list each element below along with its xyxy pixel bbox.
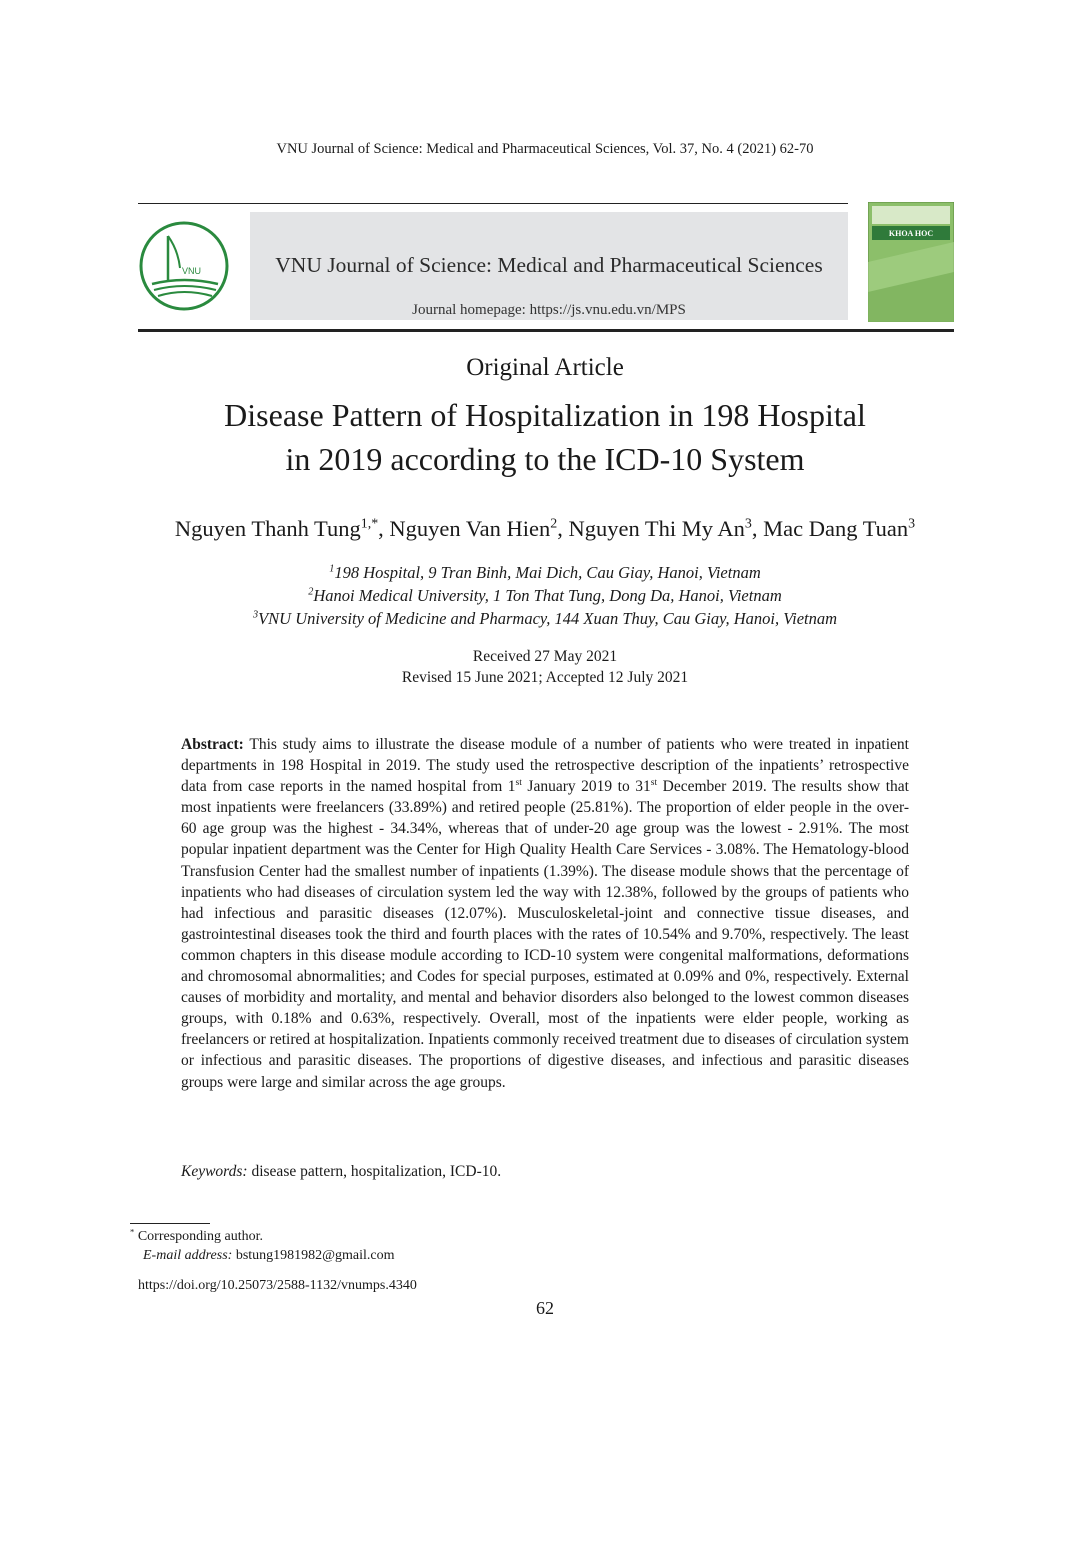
affiliation-mark: 2: [308, 586, 314, 598]
author-affiliation-mark: 2: [550, 516, 558, 532]
affiliation: [100, 607, 990, 630]
footnote-email: [143, 1248, 395, 1264]
title-line-1: Disease Pattern of Hospitalization in 198 Hospital: [224, 397, 866, 433]
author-separator: ,: [378, 516, 390, 541]
author-name: Nguyen Thanh Tung: [174, 516, 361, 541]
author-name: Nguyen Van Hien: [389, 516, 551, 541]
title-line-2: in 2019 according to the ICD-10 System: [285, 441, 805, 477]
affiliation: [100, 561, 990, 584]
author-list: [100, 516, 990, 542]
banner-homepage: Journal homepage: https://js.vnu.edu.vn/MPS: [412, 302, 686, 318]
abstract-sup: st: [650, 777, 658, 789]
affiliation-list: [100, 561, 990, 630]
revised-accepted-date: Revised 15 June 2021; Accepted 12 July 2021: [401, 669, 689, 686]
top-rule: [138, 203, 848, 204]
author-separator: ,: [751, 516, 764, 541]
footnote-text: Corresponding author.: [134, 1229, 264, 1244]
journal-cover-image: [868, 202, 954, 322]
article-type: Original Article: [466, 354, 624, 381]
page-number: 62: [536, 1298, 554, 1318]
abstract-text: December 2019. The results show that most inpatients were freelancers (33.89%) and retired people (25.81%). The proportion of elder people in the over-60 age group was the highest - 34.34%, whereas that of under-20 age group was the lowest - 2.91%. The most popular inpatient department was the Center for High Quality Health Care Services - 3.08%. The Hematology-blood Transfusion Center had the smallest number of inpatients (1.39%). The disease module shows that the percentage of inpatients who had diseases of circulation system led the way with 12.38%, followed by the groups of patients who had infectious and parasitic diseases (12.07%). Musculoskeletal-joint and connective tissue diseases, and gastrointestinal diseases took the third and fourth places with the rates of 10.54% and 9.70%, respectively. The least common chapters in this disease module according to ICD-10 system were congenital malformations, deformations and chromosomal abnormalities; and Codes for special purposes, estimated at 0.09% and 0%, respectively. External causes of morbidity and mortality, and mental and behavior disorders also belonged to the lowest common diseases groups, with 0.18% and 0.63%, respectively. Overall, most of the inpatients were elder people, working as freelancers or retired at hospitalization. Inpatients commonly received treatment due to diseases of circulation system or infectious and parasitic diseases. The proportions of digestive diseases, and infectious and parasitic diseases groups were large and similar across the age groups.: [181, 778, 909, 1091]
cover-text: KHOA HOC: [888, 229, 934, 238]
keywords-label: Keywords:: [181, 1163, 248, 1180]
affiliation-text: VNU University of Medicine and Pharmacy, 144 Xuan Thuy, Cau Giay, Hanoi, Vietnam: [258, 609, 838, 628]
affiliation-mark: 3: [252, 609, 259, 621]
affiliation-text: 198 Hospital, 9 Tran Binh, Mai Dich, Cau Giay, Hanoi, Vietnam: [334, 563, 761, 582]
affiliation: [100, 584, 990, 607]
author-name: Mac Dang Tuan: [763, 516, 909, 541]
keywords: [181, 1163, 909, 1181]
keywords-text: disease pattern, hospitalization, ICD-10.: [247, 1163, 502, 1180]
author-name: Nguyen Thi My An: [568, 516, 745, 541]
footnote-mark: *: [130, 1226, 135, 1237]
author-affiliation-mark: 3: [908, 516, 916, 532]
author-separator: ,: [557, 516, 569, 541]
logo-text: VNU: [182, 266, 202, 276]
article-title: [150, 393, 940, 481]
footnote-corresponding: [130, 1226, 264, 1245]
abstract-sup: st: [515, 777, 522, 789]
article-dates: [100, 646, 990, 688]
affiliation-text: Hanoi Medical University, 1 Ton That Tung, Dong Da, Hanoi, Vietnam: [313, 586, 782, 605]
received-date: Received 27 May 2021: [472, 648, 618, 665]
footnote-rule: [130, 1223, 210, 1224]
author-affiliation-mark: 1,*: [360, 516, 379, 532]
abstract-text: This study aims to illustrate the disease module of a number of patients who were treated in inpatient departments in 198 Hospital in 2019. The study used the retrospective description of the inpatients’ retrospective data from case reports in the named hospital from 1: [181, 736, 909, 796]
doi-link[interactable]: https://doi.org/10.25073/2588-1132/vnumps.4340: [138, 1278, 417, 1293]
abstract-label: Abstract:: [181, 736, 244, 753]
abstract-text: January 2019 to 31: [521, 778, 651, 796]
abstract: [181, 734, 909, 1093]
vnu-logo: [138, 220, 230, 312]
affiliation-mark: 1: [329, 563, 335, 575]
banner-title: VNU Journal of Science: Medical and Pharmaceutical Sciences: [275, 253, 823, 277]
running-head: VNU Journal of Science: Medical and Pharmaceutical Sciences, Vol. 37, No. 4 (2021) 62-70: [276, 141, 814, 157]
email-label: E-mail address:: [143, 1248, 233, 1263]
author-affiliation-mark: 3: [744, 516, 752, 532]
email-address[interactable]: bstung1981982@gmail.com: [232, 1248, 395, 1263]
header-bottom-rule: [138, 329, 954, 332]
